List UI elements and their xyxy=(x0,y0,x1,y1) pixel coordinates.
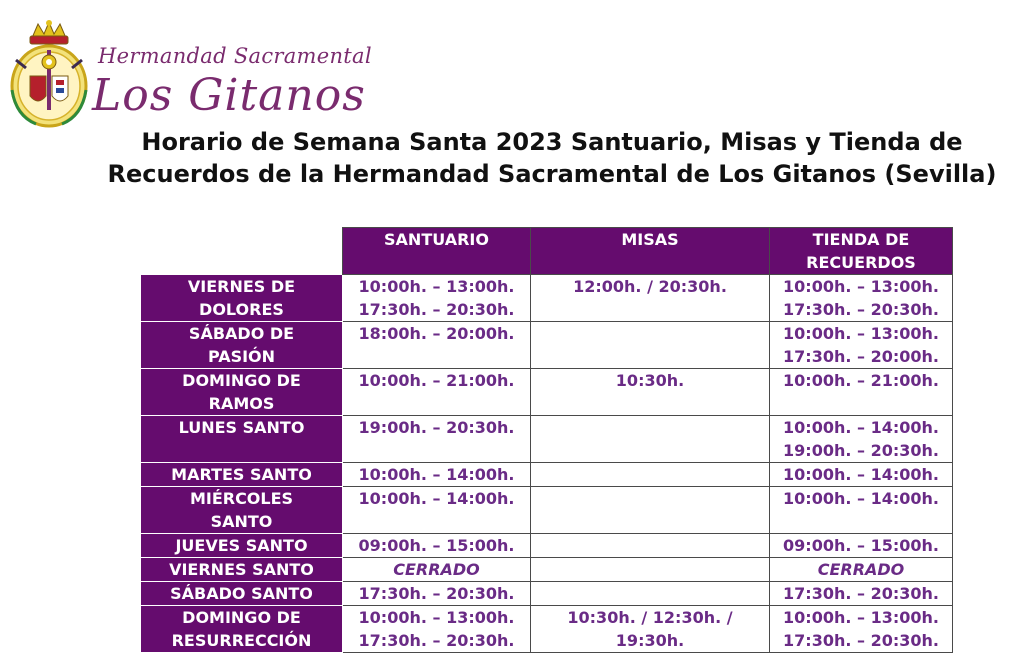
day-cell-line-1: JUEVES SANTO xyxy=(175,536,308,555)
misas-cell xyxy=(531,487,770,534)
header-tienda-line-1: TIENDA DE xyxy=(812,230,910,249)
schedule-body xyxy=(141,275,953,653)
santuario-cell xyxy=(343,534,531,558)
santuario-cell xyxy=(343,275,531,322)
santuario-cell-line-1: 19:00h. – 20:30h. xyxy=(358,418,515,437)
day-cell-line-1: VIERNES SANTO xyxy=(169,560,314,579)
header-misas: MISAS xyxy=(531,228,770,275)
tienda-cell-line-1: 10:00h. – 14:00h. xyxy=(783,465,939,484)
santuario-cell xyxy=(343,369,531,416)
santuario-cell-line-1: 09:00h. – 15:00h. xyxy=(358,536,515,555)
santuario-cell-line-1: CERRADO xyxy=(393,560,480,579)
misas-cell xyxy=(531,534,770,558)
santuario-cell xyxy=(343,416,531,463)
tienda-cell-line-2: 19:00h. – 20:30h. xyxy=(783,441,939,460)
tienda-cell-line-2: 17:30h. – 20:00h. xyxy=(783,347,939,366)
misas-cell xyxy=(531,416,770,463)
header-santuario: SANTUARIO xyxy=(343,228,531,275)
tienda-cell xyxy=(770,606,953,653)
santuario-cell-line-1: 10:00h. – 14:00h. xyxy=(358,489,515,508)
tienda-cell xyxy=(770,487,953,534)
tienda-cell xyxy=(770,582,953,606)
misas-cell xyxy=(531,582,770,606)
day-cell-line-2: RAMOS xyxy=(208,394,275,413)
day-cell xyxy=(141,463,343,487)
table-row xyxy=(141,275,953,322)
header-tienda-line-2: RECUERDOS xyxy=(806,253,916,272)
header-row xyxy=(141,228,953,275)
santuario-cell xyxy=(343,487,531,534)
day-cell-line-1: LUNES SANTO xyxy=(178,418,305,437)
title-line-1: Horario de Semana Santa 2023 Santuario, Misas y Tienda de xyxy=(141,128,963,156)
tienda-cell-line-1: 10:00h. – 13:00h. xyxy=(783,277,939,296)
santuario-cell-line-2: 17:30h. – 20:30h. xyxy=(358,300,515,319)
misas-cell xyxy=(531,463,770,487)
header-empty-cell xyxy=(141,228,343,275)
day-cell-line-1: MIÉRCOLES xyxy=(189,489,294,508)
misas-cell xyxy=(531,606,770,653)
tienda-cell-line-1: 09:00h. – 15:00h. xyxy=(783,536,939,555)
day-cell-line-1: DOMINGO DE xyxy=(182,608,301,627)
day-cell-line-1: SÁBADO SANTO xyxy=(170,584,313,603)
day-cell-line-2: RESURRECCIÓN xyxy=(171,631,312,650)
tienda-cell-line-1: 10:00h. – 14:00h. xyxy=(783,489,939,508)
day-cell-line-1: MARTES SANTO xyxy=(171,465,312,484)
tienda-cell-line-1: 17:30h. – 20:30h. xyxy=(783,584,939,603)
tienda-cell-line-2: 17:30h. – 20:30h. xyxy=(783,631,939,650)
day-cell-line-1: DOMINGO DE xyxy=(182,371,301,390)
tienda-cell xyxy=(770,275,953,322)
day-cell xyxy=(141,416,343,463)
table-row xyxy=(141,322,953,369)
coat-of-arms-icon xyxy=(6,20,92,128)
tienda-cell xyxy=(770,369,953,416)
tienda-cell xyxy=(770,534,953,558)
tienda-cell-line-1: 10:00h. – 21:00h. xyxy=(783,371,939,390)
day-cell-line-2: PASIÓN xyxy=(207,347,276,366)
table-row xyxy=(141,463,953,487)
table-row xyxy=(141,582,953,606)
misas-cell-line-1: 10:30h. xyxy=(615,371,685,390)
misas-cell xyxy=(531,558,770,582)
table-row xyxy=(141,606,953,653)
santuario-cell-line-1: 10:00h. – 13:00h. xyxy=(358,277,515,296)
header-tienda xyxy=(770,228,953,275)
tienda-cell-line-2: 17:30h. – 20:30h. xyxy=(783,300,939,319)
misas-cell xyxy=(531,322,770,369)
tienda-cell-line-1: CERRADO xyxy=(817,560,905,579)
tienda-cell-line-1: 10:00h. – 14:00h. xyxy=(783,418,939,437)
santuario-cell-line-1: 10:00h. – 14:00h. xyxy=(358,465,515,484)
tienda-cell xyxy=(770,416,953,463)
misas-cell-line-1: 12:00h. / 20:30h. xyxy=(573,277,727,296)
day-cell-line-2: SANTO xyxy=(210,512,273,531)
title-line-2: Recuerdos de la Hermandad Sacramental de Los Gitanos (Sevilla) xyxy=(107,160,997,188)
day-cell xyxy=(141,558,343,582)
tienda-cell-line-1: 10:00h. – 13:00h. xyxy=(783,608,939,627)
day-cell xyxy=(141,322,343,369)
tienda-cell xyxy=(770,463,953,487)
santuario-cell-line-1: 10:00h. – 21:00h. xyxy=(358,371,515,390)
day-cell-line-1: SÁBADO DE xyxy=(188,324,295,343)
table-row xyxy=(141,416,953,463)
page-title xyxy=(80,126,1024,190)
day-cell xyxy=(141,369,343,416)
misas-cell xyxy=(531,369,770,416)
santuario-cell-line-2: 17:30h. – 20:30h. xyxy=(358,631,515,650)
schedule-table xyxy=(140,227,953,653)
santuario-cell xyxy=(343,463,531,487)
santuario-cell-line-1: 17:30h. – 20:30h. xyxy=(358,584,515,603)
misas-cell-line-2: 19:30h. xyxy=(615,631,685,650)
day-cell xyxy=(141,582,343,606)
misas-cell xyxy=(531,275,770,322)
table-row xyxy=(141,534,953,558)
brotherhood-logo xyxy=(6,20,372,128)
santuario-cell-line-1: 10:00h. – 13:00h. xyxy=(358,608,515,627)
day-cell xyxy=(141,487,343,534)
day-cell-line-2: DOLORES xyxy=(199,300,284,319)
day-cell xyxy=(141,534,343,558)
logo-line-1: Hermandad Sacramental xyxy=(98,44,372,68)
santuario-cell-line-1: 18:00h. – 20:00h. xyxy=(358,324,515,343)
tienda-cell xyxy=(770,322,953,369)
tienda-cell xyxy=(770,558,953,582)
santuario-cell xyxy=(343,582,531,606)
logo-line-2: Los Gitanos xyxy=(92,70,366,121)
day-cell xyxy=(141,606,343,653)
day-cell xyxy=(141,275,343,322)
day-cell-line-1: VIERNES DE xyxy=(187,277,296,296)
santuario-cell xyxy=(343,606,531,653)
santuario-cell xyxy=(343,558,531,582)
table-row xyxy=(141,369,953,416)
table-row xyxy=(141,487,953,534)
tienda-cell-line-1: 10:00h. – 13:00h. xyxy=(783,324,939,343)
santuario-cell xyxy=(343,322,531,369)
misas-cell-line-1: 10:30h. / 12:30h. / xyxy=(567,608,733,627)
table-row xyxy=(141,558,953,582)
